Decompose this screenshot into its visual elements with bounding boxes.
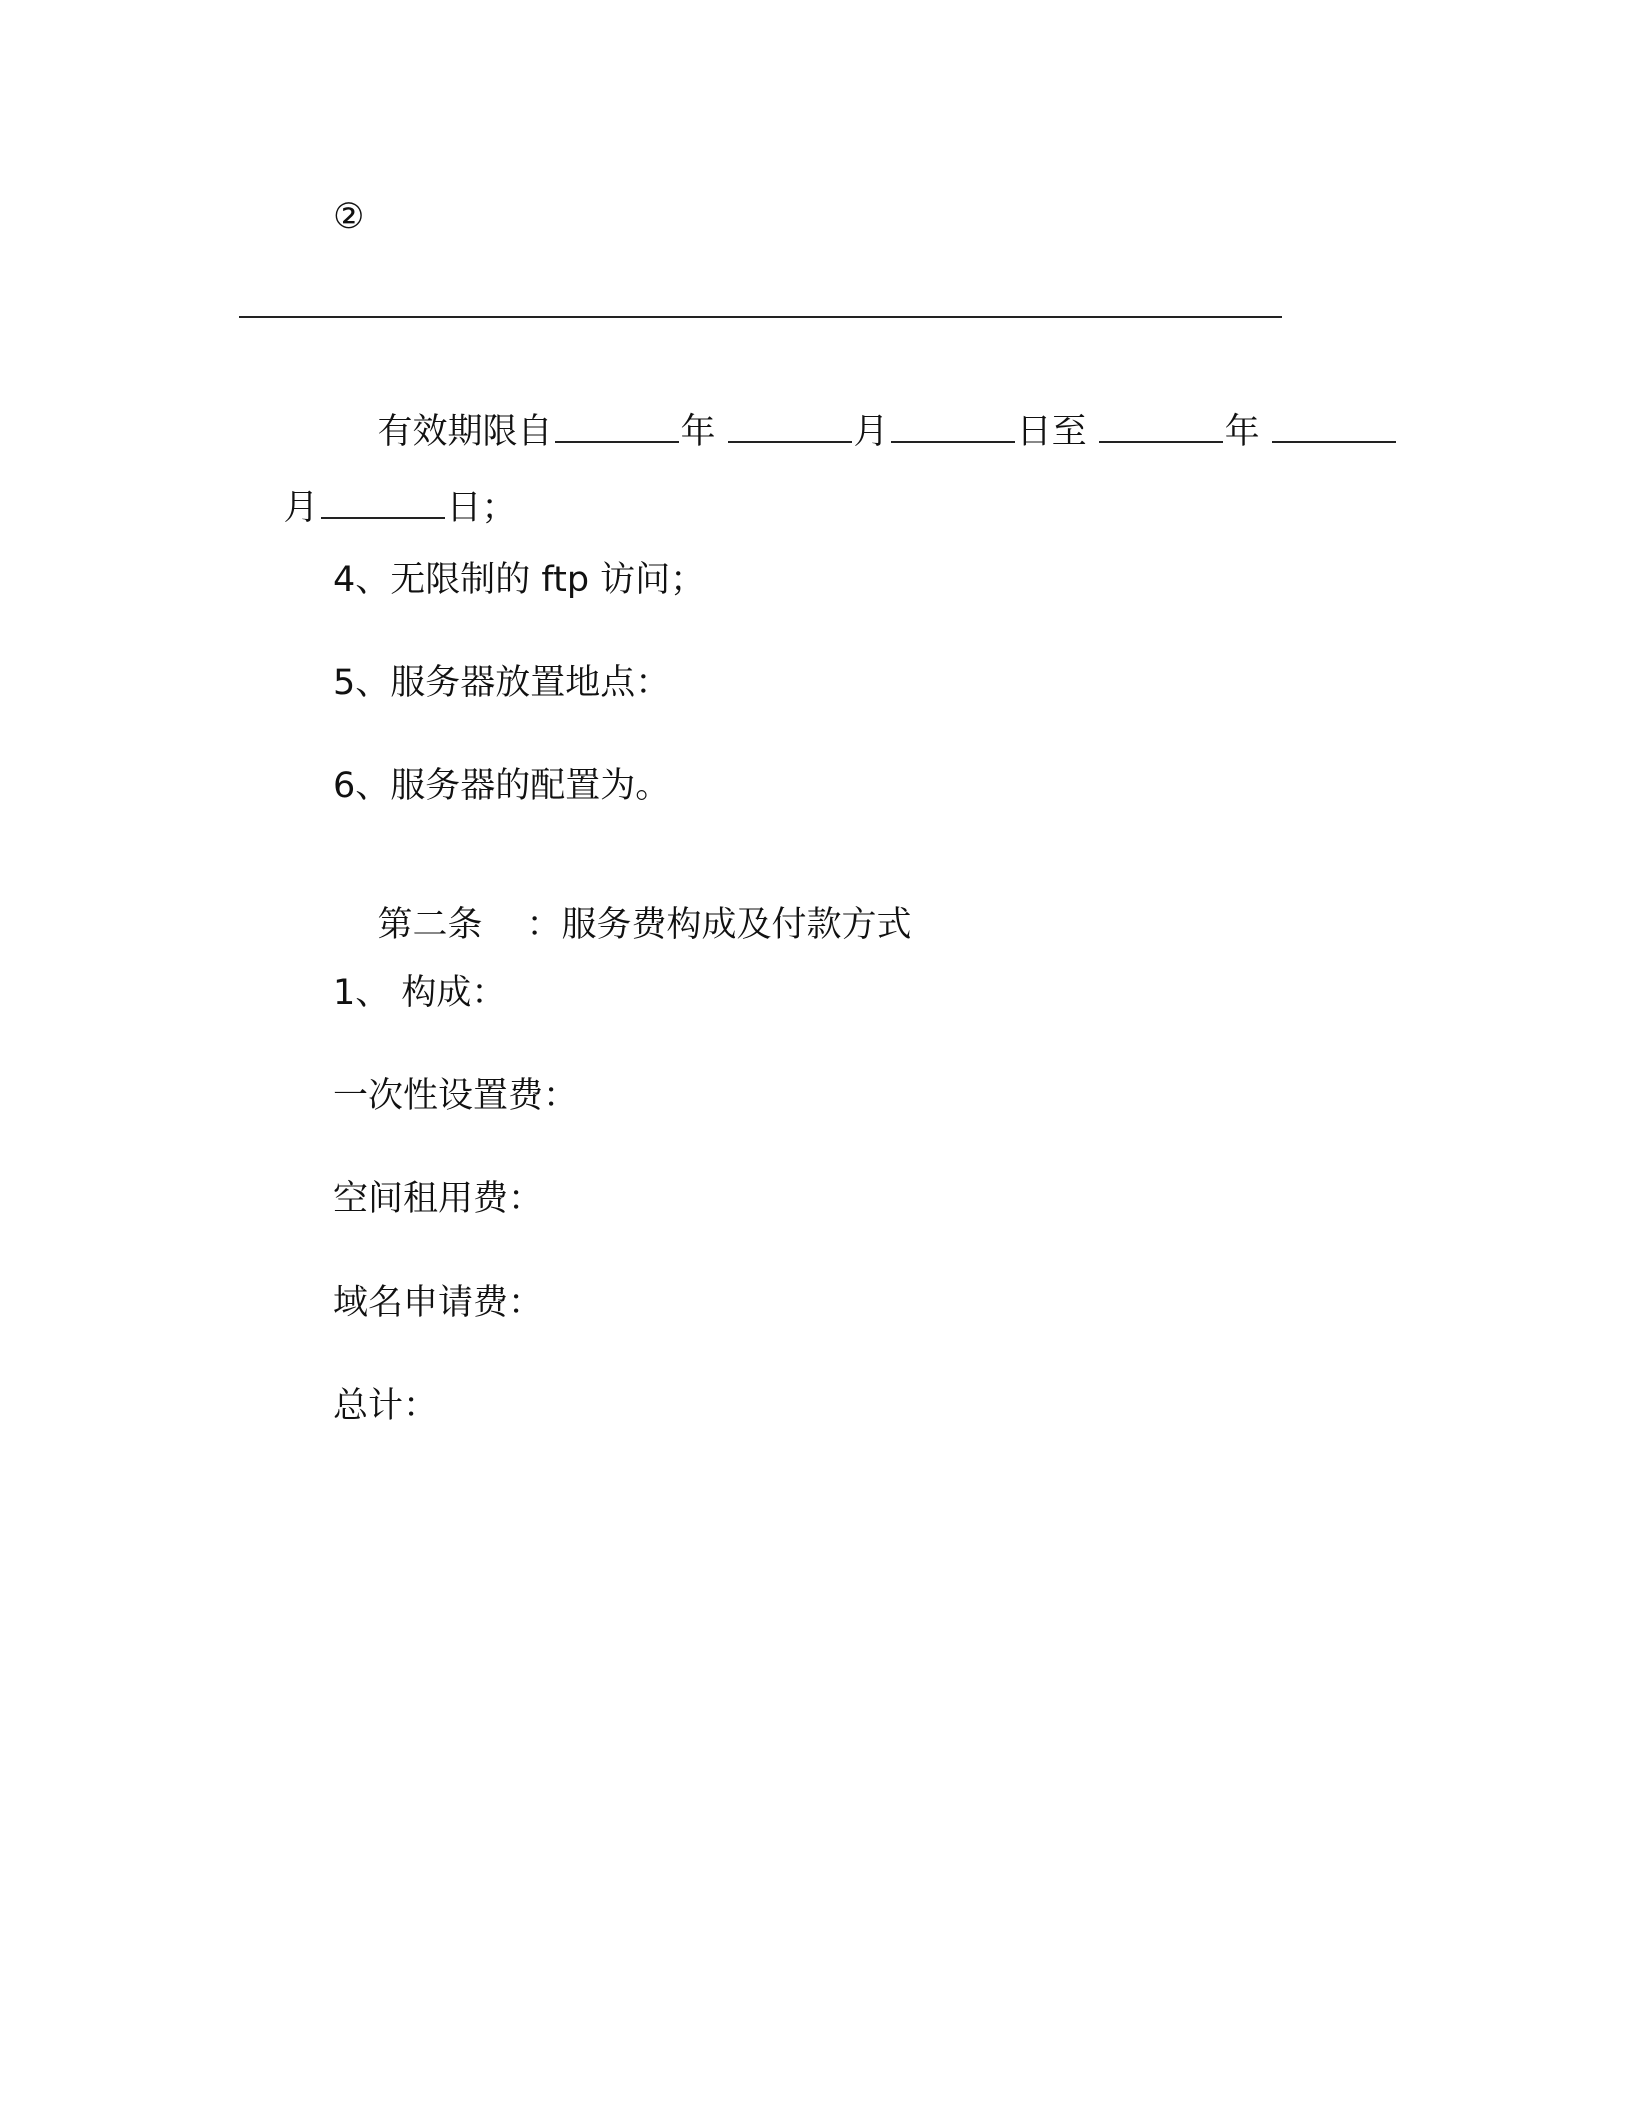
article-2-heading	[333, 873, 912, 978]
article-2-title: 服务费构成及付款方式	[561, 905, 912, 945]
validity-prefix: 有效期限自	[377, 412, 553, 452]
blank-end-month	[1272, 441, 1396, 443]
item-4-ftp: 4、无限制的 ftp 访问；	[333, 560, 706, 600]
blank-end-day	[321, 517, 445, 519]
fee-total: 总计：	[333, 1386, 439, 1426]
article-2-colon: ：	[526, 905, 562, 945]
fee-space-rental: 空间租用费：	[333, 1179, 544, 1219]
fee-domain: 域名申请费：	[333, 1283, 544, 1323]
blank-start-month	[728, 441, 852, 443]
item-marker: ②	[333, 197, 365, 237]
fill-in-line	[239, 316, 1282, 318]
article-2-label: 第二条	[377, 905, 483, 945]
validity-unit-year: 年	[680, 412, 716, 452]
validity-unit-month: 月	[853, 412, 889, 452]
item-5-location: 5、服务器放置地点：	[333, 663, 671, 703]
validity-line-2	[239, 456, 517, 561]
item-6-config: 6、服务器的配置为。	[333, 766, 671, 806]
validity-unit-day-to: 日至	[1016, 412, 1087, 452]
blank-start-day	[891, 441, 1015, 443]
validity-unit-day-end: 日；	[446, 488, 517, 528]
blank-end-year	[1099, 441, 1223, 443]
validity-unit-year-2: 年	[1224, 412, 1260, 452]
validity-unit-month-2: 月	[283, 488, 319, 528]
blank-start-year	[555, 441, 679, 443]
composition-heading: 1、 构成：	[333, 973, 507, 1013]
fee-setup: 一次性设置费：	[333, 1076, 579, 1116]
